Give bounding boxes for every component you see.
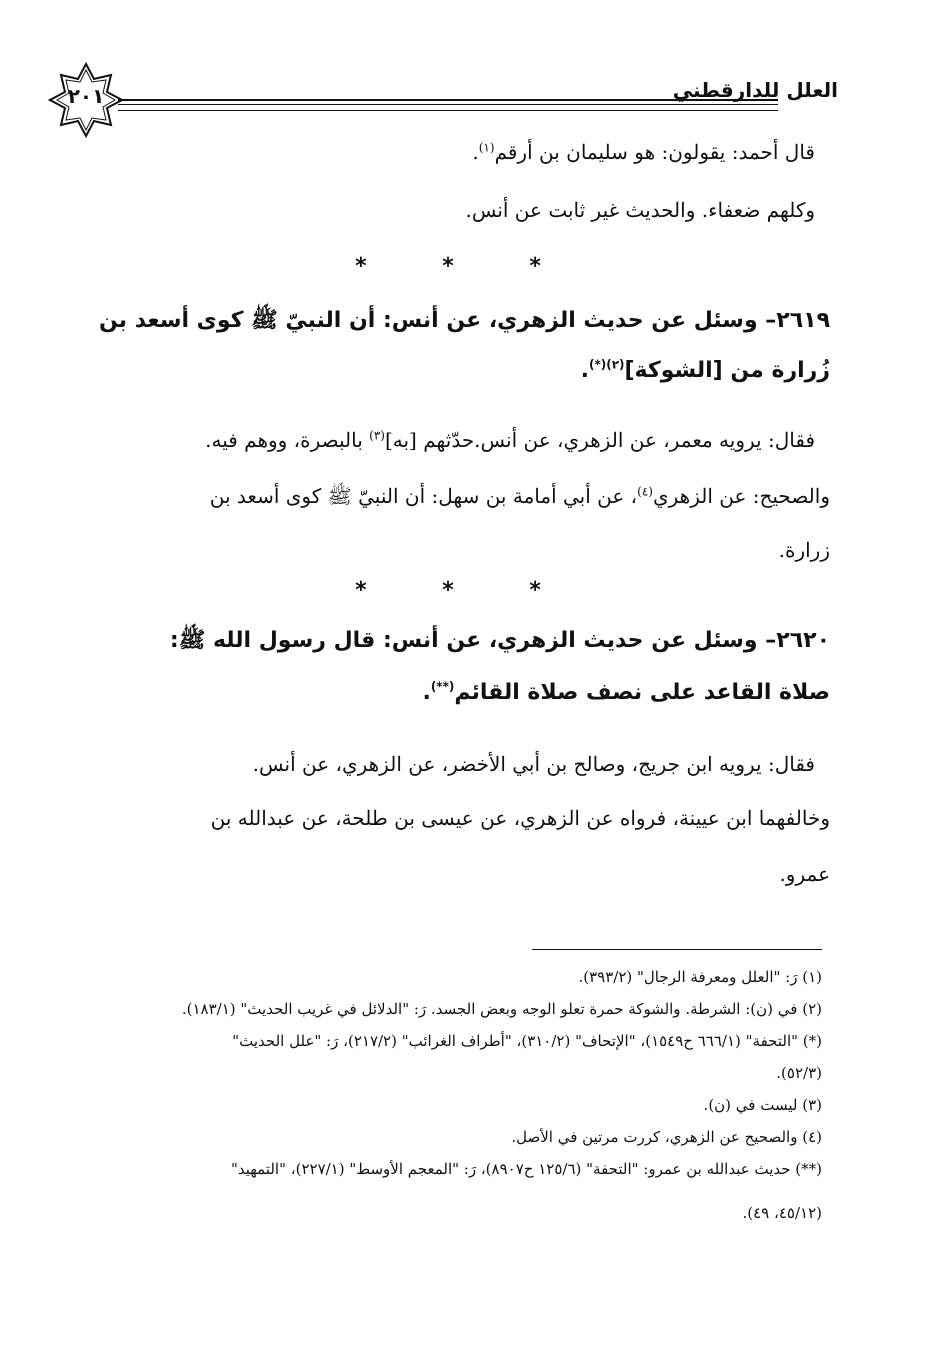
footnote: (*) "التحفة" (٦٦٦/١ ح١٥٤٩)، "الإتحاف" (٣١٠/٢)، "أطراف الغرائب" (٢١٧/٢)، رَ: "علل الحديث" bbox=[232, 1032, 822, 1050]
text-line bbox=[205, 428, 815, 452]
footnote-rule bbox=[532, 949, 822, 950]
footnote-ref: (١) bbox=[478, 140, 495, 155]
text-run: قال أحمد: يقولون: هو سليمان بن أرقم bbox=[494, 140, 815, 164]
footnote: (٣) ليست في (ن). bbox=[703, 1096, 822, 1114]
page-number: ٢٠١ bbox=[67, 84, 105, 108]
text-run: ، عن أبي أمامة بن سهل: أن النبيّ ﷺ كوى أسعد بن bbox=[209, 484, 638, 508]
running-header-title: العلل للدارقطني bbox=[672, 78, 838, 102]
footnote: (٢) في (ن): الشرطة. والشوكة حمرة تعلو الوجه وبعض الجسد. رَ: "الدلائل في غريب الحديث" (١٨٣/١). bbox=[181, 1000, 822, 1018]
footnote: (٤) والصحيح عن الزهري، كررت مرتين في الأصل. bbox=[511, 1128, 822, 1146]
header-rule bbox=[118, 99, 778, 111]
entry-heading bbox=[422, 680, 830, 705]
text-run: فقال: يرويه معمر، عن الزهري، عن أنس.حدّثهم [به] bbox=[384, 428, 815, 452]
text-line: عمرو. bbox=[779, 862, 830, 886]
section-separator: * * * bbox=[355, 254, 575, 279]
text-run: . bbox=[422, 680, 431, 705]
text-line: وكلهم ضعفاء. والحديث غير ثابت عن أنس. bbox=[465, 198, 815, 222]
text-line: وخالفهما ابن عيينة، فرواه عن الزهري، عن عيسى بن طلحة، عن عبدالله بن bbox=[210, 806, 830, 830]
text-line bbox=[472, 140, 815, 164]
section-separator: * * * bbox=[355, 578, 575, 603]
entry-heading: ٢٦٢٠– وسئل عن حديث الزهري، عن أنس: قال رسول الله ﷺ: bbox=[169, 628, 830, 653]
text-run: والصحيح: عن الزهري bbox=[652, 484, 830, 508]
text-run: . bbox=[472, 140, 479, 164]
footnote-ref: (٣) bbox=[369, 428, 385, 443]
text-line: زرارة. bbox=[778, 538, 830, 562]
footnote-ref: (٤) bbox=[637, 484, 653, 499]
entry-heading bbox=[581, 358, 830, 383]
footnote-ref: (٢)(*) bbox=[588, 357, 625, 372]
text-line: فقال: يرويه ابن جريج، وصالح بن أبي الأخضر، عن الزهري، عن أنس. bbox=[252, 752, 815, 776]
text-run: صلاة القاعد على نصف صلاة القائم bbox=[454, 680, 830, 705]
text-run: زُرارة من [الشوكة] bbox=[624, 358, 830, 383]
text-run: بالبصرة، ووهم فيه. bbox=[205, 428, 370, 452]
text-line bbox=[210, 484, 830, 513]
text-run: . bbox=[580, 358, 589, 383]
page-number-badge bbox=[48, 62, 124, 138]
footnote: (٤٥/١٢، ٤٩). bbox=[742, 1204, 822, 1222]
footnote: (**) حديث عبدالله بن عمرو: "التحفة" (١٢٥/٦ ح٨٩٠٧)، رَ: "المعجم الأوسط" (٢٢٧/١)، "التمهيد" bbox=[230, 1160, 822, 1178]
footnote-ref: (**) bbox=[430, 679, 455, 694]
footnote: (٥٢/٣). bbox=[776, 1064, 822, 1082]
footnote: (١) رَ: "العلل ومعرفة الرجال" (٣٩٣/٢). bbox=[578, 968, 822, 986]
entry-heading: ٢٦١٩– وسئل عن حديث الزهري، عن أنس: أن النبيّ ﷺ كوى أسعد بن bbox=[99, 308, 830, 333]
